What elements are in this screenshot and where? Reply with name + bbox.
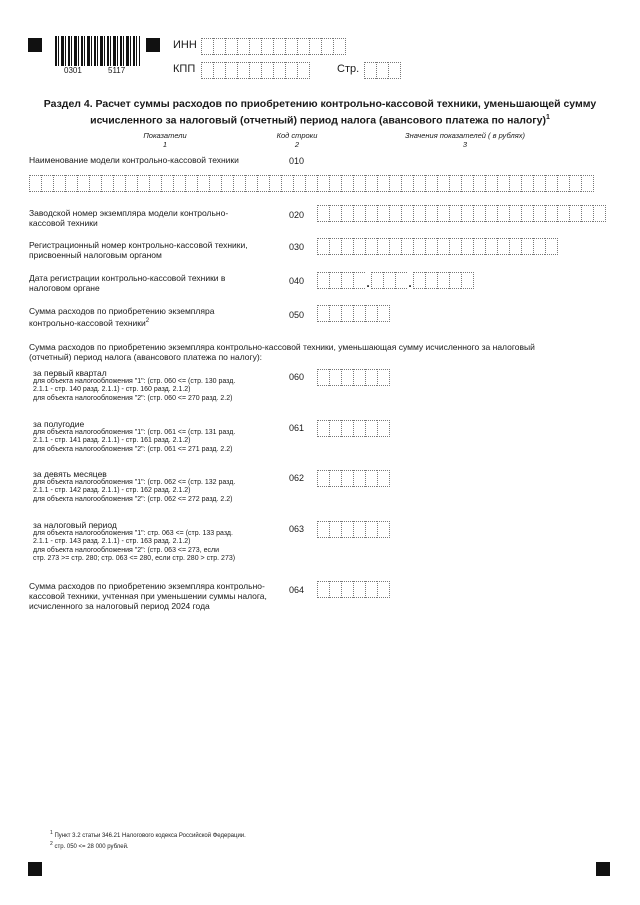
input-cell[interactable] (413, 238, 425, 255)
row-050-label: Сумма расходов по приобретению экземпляра контрольно-кассовой техники$^2$ (29, 306, 215, 328)
row-040-code: 040 (289, 276, 305, 286)
input-cell[interactable] (557, 205, 569, 222)
section-title (40, 97, 600, 128)
input-cell[interactable] (317, 369, 329, 386)
row-064-code: 064 (289, 585, 305, 595)
input-cell[interactable] (341, 521, 353, 538)
input-cell[interactable] (237, 62, 249, 79)
row-010-input-cells[interactable] (29, 175, 594, 192)
input-cell[interactable] (389, 175, 401, 192)
row-060-label: за первый квартал для объекта налогообложения "1": (стр. 060 <= (стр. 130 разд. 2.1.1 - стр. 140 разд. 2.1.1) - стр. 160 разд. 2.1.2) для объекта налогообложения "2": (стр. 060 <= 270 разд. 2.2) (33, 368, 236, 402)
input-cell[interactable] (89, 175, 101, 192)
row-050-footnote: 2 (145, 318, 150, 324)
input-cell[interactable] (425, 175, 437, 192)
input-cell[interactable] (365, 305, 377, 322)
input-cell[interactable] (509, 238, 521, 255)
input-cell[interactable] (317, 420, 329, 437)
row-061-label: за полугодие для объекта налогообложения "1": (стр. 061 <= (стр. 131 разд. 2.1.1 - стр. 141 разд. 2.1.1) - стр. 161 разд. 2.1.2) для объекта налогообложения "2": (стр. 061 <= 271 разд. 2.2) (33, 419, 236, 453)
input-cell[interactable] (461, 238, 473, 255)
row-064-input-cells[interactable] (317, 581, 390, 598)
input-cell[interactable] (389, 238, 401, 255)
input-cell[interactable] (377, 581, 390, 598)
row-062-input-cells[interactable] (317, 470, 390, 487)
input-cell[interactable] (461, 272, 474, 289)
input-cell[interactable] (437, 205, 449, 222)
input-cell[interactable] (113, 175, 125, 192)
input-cell[interactable] (317, 238, 329, 255)
input-cell[interactable] (353, 420, 365, 437)
page-label: Стр. (337, 63, 360, 75)
input-cell[interactable] (533, 205, 545, 222)
section-title-line2: исчисленного за налоговый (отчетный) период налога (авансового платежа по налогу) (90, 114, 546, 127)
input-cell[interactable] (395, 272, 407, 289)
row-061-input-cells[interactable] (317, 420, 390, 437)
input-cell[interactable] (201, 38, 213, 55)
input-cell[interactable] (437, 175, 449, 192)
column-header-indicators: Показатели 1 (143, 131, 187, 149)
input-cell[interactable] (545, 238, 558, 255)
input-cell[interactable] (257, 175, 269, 192)
barcode-image (55, 36, 140, 66)
input-cell[interactable] (237, 38, 249, 55)
input-cell[interactable] (209, 175, 221, 192)
row-050-input-cells[interactable] (317, 305, 390, 322)
input-cell[interactable] (213, 62, 225, 79)
input-cell[interactable] (173, 175, 185, 192)
input-cell[interactable] (341, 175, 353, 192)
input-cell[interactable] (273, 62, 285, 79)
input-cell[interactable] (371, 272, 383, 289)
input-cell[interactable] (329, 470, 341, 487)
input-cell[interactable] (581, 175, 594, 192)
row-040-label: Дата регистрации контрольно-кассовой техники в налоговом органе (29, 273, 226, 293)
input-cell[interactable] (125, 175, 137, 192)
input-cell[interactable] (485, 175, 497, 192)
input-cell[interactable] (281, 175, 293, 192)
page-number-cells[interactable] (364, 62, 401, 79)
input-cell[interactable] (341, 420, 353, 437)
input-cell[interactable] (533, 238, 545, 255)
input-cell[interactable] (321, 38, 333, 55)
input-cell[interactable] (317, 581, 329, 598)
input-cell[interactable] (388, 62, 401, 79)
input-cell[interactable] (425, 205, 437, 222)
input-cell[interactable] (249, 62, 261, 79)
date-separator-dot: . (408, 276, 412, 290)
column-header-line-code: Код строки 2 (276, 131, 318, 149)
input-cell[interactable] (317, 305, 329, 322)
row-062-code: 062 (289, 473, 305, 483)
input-cell[interactable] (65, 175, 77, 192)
input-cell[interactable] (333, 38, 346, 55)
input-cell[interactable] (329, 581, 341, 598)
input-cell[interactable] (297, 38, 309, 55)
input-cell[interactable] (353, 305, 365, 322)
input-cell[interactable] (485, 205, 497, 222)
input-cell[interactable] (413, 272, 425, 289)
input-cell[interactable] (341, 369, 353, 386)
input-cell[interactable] (365, 238, 377, 255)
kpp-label: КПП (173, 63, 196, 75)
input-cell[interactable] (509, 175, 521, 192)
input-cell[interactable] (581, 205, 593, 222)
row-020-code: 020 (289, 210, 305, 220)
row-030-code: 030 (289, 242, 305, 252)
input-cell[interactable] (401, 238, 413, 255)
input-cell[interactable] (461, 205, 473, 222)
input-cell[interactable] (364, 62, 376, 79)
input-cell[interactable] (449, 238, 461, 255)
input-cell[interactable] (521, 238, 533, 255)
input-cell[interactable] (249, 38, 261, 55)
input-cell[interactable] (365, 420, 377, 437)
input-cell[interactable] (53, 175, 65, 192)
input-cell[interactable] (285, 62, 297, 79)
input-cell[interactable] (473, 205, 485, 222)
input-cell[interactable] (497, 238, 509, 255)
row-063-input-cells[interactable] (317, 521, 390, 538)
input-cell[interactable] (329, 369, 341, 386)
input-cell[interactable] (353, 205, 365, 222)
input-cell[interactable] (317, 521, 329, 538)
inn-cells[interactable] (201, 38, 346, 55)
input-cell[interactable] (365, 175, 377, 192)
input-cell[interactable] (377, 205, 389, 222)
row-062-label: за девять месяцев для объекта налогообложения "1": (стр. 062 <= (стр. 132 разд. 2.1.1 - стр. 142 разд. 2.1.1) - стр. 162 разд. 2.1.2) для объекта налогообложения "2": (стр. 062 <= 272 разд. 2.2) (33, 469, 236, 503)
row-063-label: за налоговый период для объекта налогообложения "1": стр. 063 <= (стр. 133 разд. 2.1.1 - стр. 143 разд. 2.1.1) - стр. 163 разд. 2.1.2) для объекта налогообложения "2": (стр. 063 <= 273, если стр. 273 >= стр. 280; стр. 063 <= 280, если стр. 280 > стр. 273) (33, 520, 236, 562)
input-cell[interactable] (269, 175, 281, 192)
input-cell[interactable] (213, 38, 225, 55)
input-cell[interactable] (305, 175, 317, 192)
corner-marker-bottom-left (28, 862, 42, 876)
kpp-cells[interactable] (201, 62, 310, 79)
input-cell[interactable] (545, 175, 557, 192)
group-description: Сумма расходов по приобретению экземпляра контрольно-кассовой техники, уменьшающая сумму исчисленного за налоговый (отчетный) период налога (авансового платежа по налогу): (29, 342, 535, 362)
row-030-input-cells[interactable] (317, 238, 558, 255)
date-separator-dot: . (366, 276, 370, 290)
row-010-code: 010 (289, 156, 305, 166)
input-cell[interactable] (77, 175, 89, 192)
input-cell[interactable] (449, 175, 461, 192)
input-cell[interactable] (377, 369, 390, 386)
input-cell[interactable] (521, 175, 533, 192)
input-cell[interactable] (449, 205, 461, 222)
row-050-code: 050 (289, 310, 305, 320)
input-cell[interactable] (473, 175, 485, 192)
input-cell[interactable] (341, 470, 353, 487)
input-cell[interactable] (413, 205, 425, 222)
input-cell[interactable] (353, 581, 365, 598)
input-cell[interactable] (376, 62, 388, 79)
input-cell[interactable] (329, 205, 341, 222)
corner-marker-bottom-right (596, 862, 610, 876)
input-cell[interactable] (437, 238, 449, 255)
input-cell[interactable] (377, 470, 390, 487)
input-cell[interactable] (233, 175, 245, 192)
input-cell[interactable] (569, 205, 581, 222)
input-cell[interactable] (329, 175, 341, 192)
input-cell[interactable] (341, 238, 353, 255)
input-cell[interactable] (317, 175, 329, 192)
input-cell[interactable] (353, 521, 365, 538)
input-cell[interactable] (353, 470, 365, 487)
input-cell[interactable] (353, 175, 365, 192)
column-header-values: Значения показателей ( в рублях) 3 (404, 131, 526, 149)
row-020-label: Заводской номер экземпляра модели контрольно- кассовой техники (29, 208, 229, 228)
inn-label: ИНН (173, 39, 197, 51)
row-060-input-cells[interactable] (317, 369, 390, 386)
input-cell[interactable] (329, 420, 341, 437)
row-064-label: Сумма расходов по приобретению экземпляра контрольно- кассовой техники, учтенная при уменьшении суммы налога, исчисленного за налоговый период 2024 года (29, 581, 267, 611)
input-cell[interactable] (149, 175, 161, 192)
input-cell[interactable] (329, 238, 341, 255)
section-title-footnote: 1 (545, 114, 550, 121)
input-cell[interactable] (329, 272, 341, 289)
input-cell[interactable] (461, 175, 473, 192)
input-cell[interactable] (377, 175, 389, 192)
input-cell[interactable] (365, 581, 377, 598)
input-cell[interactable] (473, 238, 485, 255)
input-cell[interactable] (521, 205, 533, 222)
input-cell[interactable] (365, 369, 377, 386)
input-cell[interactable] (317, 470, 329, 487)
input-cell[interactable] (285, 38, 297, 55)
row-040-date-cells[interactable] (317, 272, 474, 289)
input-cell[interactable] (377, 420, 390, 437)
row-010-label: Наименование модели контрольно-кассовой техники (29, 155, 239, 165)
input-cell[interactable] (261, 38, 273, 55)
input-cell[interactable] (437, 272, 449, 289)
input-cell[interactable] (329, 305, 341, 322)
input-cell[interactable] (101, 175, 113, 192)
input-cell[interactable] (225, 62, 237, 79)
input-cell[interactable] (401, 175, 413, 192)
input-cell[interactable] (365, 521, 377, 538)
row-061-code: 061 (289, 423, 305, 433)
input-cell[interactable] (201, 62, 213, 79)
input-cell[interactable] (273, 38, 285, 55)
row-060-code: 060 (289, 372, 305, 382)
row-063-code: 063 (289, 524, 305, 534)
input-cell[interactable] (341, 305, 353, 322)
input-cell[interactable] (197, 175, 209, 192)
input-cell[interactable] (225, 38, 237, 55)
input-cell[interactable] (353, 238, 365, 255)
input-cell[interactable] (365, 470, 377, 487)
corner-marker-top-left (28, 38, 42, 52)
input-cell[interactable] (341, 272, 353, 289)
corner-marker-top-center (146, 38, 160, 52)
input-cell[interactable] (545, 205, 557, 222)
row-020-input-cells[interactable] (317, 205, 606, 222)
input-cell[interactable] (413, 175, 425, 192)
input-cell[interactable] (317, 272, 329, 289)
input-cell[interactable] (557, 175, 569, 192)
input-cell[interactable] (365, 205, 377, 222)
input-cell[interactable] (593, 205, 606, 222)
input-cell[interactable] (329, 521, 341, 538)
input-cell[interactable] (377, 305, 390, 322)
input-cell[interactable] (377, 521, 390, 538)
input-cell[interactable] (353, 369, 365, 386)
row-030-label: Регистрационный номер контрольно-кассовой техники, присвоенный налоговым органом (29, 240, 248, 260)
footnote-2: $^2$ стр. 050 <= 28 000 рублей. (50, 841, 129, 850)
input-cell[interactable] (401, 205, 413, 222)
input-cell[interactable] (221, 175, 233, 192)
input-cell[interactable] (485, 238, 497, 255)
input-cell[interactable] (449, 272, 461, 289)
section-title-line1: Раздел 4. Расчет суммы расходов по приобретению контрольно-кассовой техники, уменьшающей сумму (43, 98, 597, 110)
input-cell[interactable] (245, 175, 257, 192)
input-cell[interactable] (41, 175, 53, 192)
input-cell[interactable] (569, 175, 581, 192)
input-cell[interactable] (309, 38, 321, 55)
input-cell[interactable] (509, 205, 521, 222)
input-cell[interactable] (425, 272, 437, 289)
input-cell[interactable] (383, 272, 395, 289)
input-cell[interactable] (293, 175, 305, 192)
barcode-number-left: 0301 (64, 66, 82, 75)
input-cell[interactable] (341, 581, 353, 598)
input-cell[interactable] (137, 175, 149, 192)
input-cell[interactable] (353, 272, 365, 289)
footnote-1: $^1$ Пункт 3.2 статьи 346.21 Налогового кодекса Российской Федерации. (50, 830, 246, 839)
input-cell[interactable] (389, 205, 401, 222)
input-cell[interactable] (497, 205, 509, 222)
barcode-number-right: 5117 (108, 66, 126, 75)
input-cell[interactable] (297, 62, 310, 79)
input-cell[interactable] (425, 238, 437, 255)
input-cell[interactable] (533, 175, 545, 192)
input-cell[interactable] (261, 62, 273, 79)
input-cell[interactable] (497, 175, 509, 192)
input-cell[interactable] (185, 175, 197, 192)
input-cell[interactable] (377, 238, 389, 255)
input-cell[interactable] (341, 205, 353, 222)
input-cell[interactable] (317, 205, 329, 222)
input-cell[interactable] (29, 175, 41, 192)
input-cell[interactable] (161, 175, 173, 192)
